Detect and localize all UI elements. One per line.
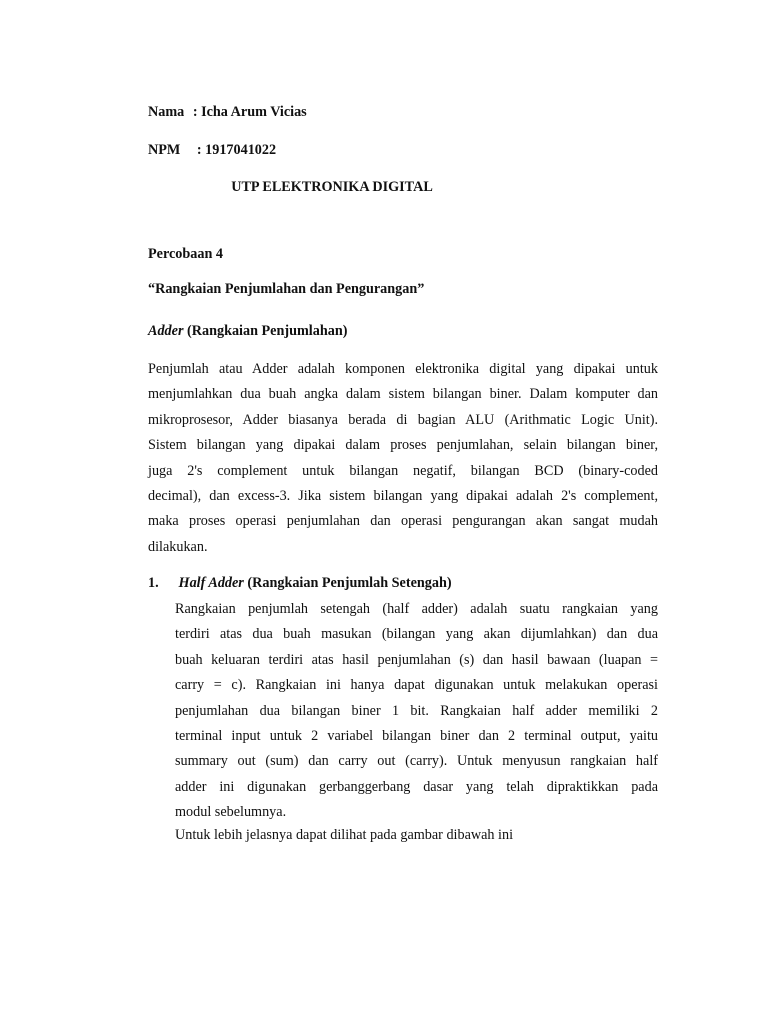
- list-term: Half Adder: [178, 575, 244, 591]
- list-subtitle: (Rangkaian Penjumlah Setengah): [247, 575, 452, 591]
- half-adder-line: carry = c). Rangkaian ini hanya dapat digunakan untuk melakukan operasi: [175, 677, 658, 694]
- npm-label: NPM: [148, 142, 181, 158]
- name-value: : Icha Arum Vicias: [192, 104, 307, 120]
- intro-line: juga 2's complement untuk bilangan negatif, bilangan BCD (binary-coded: [148, 462, 658, 479]
- half-adder-line: adder ini digunakan gerbanggerbang dasar yang telah dipraktikkan pada: [175, 778, 658, 795]
- intro-line: mikroprosesor, Adder biasanya berada di bagian ALU (Arithmatic Logic Unit).: [148, 411, 658, 428]
- half-adder-line: modul sebelumnya.: [175, 804, 287, 821]
- intro-line: Sistem bilangan yang dipakai dalam proses penjumlahan, selain bilangan biner,: [148, 437, 658, 454]
- half-adder-line: penjumlahan dua bilangan biner 1 bit. Rangkaian half adder memiliki 2: [175, 702, 658, 719]
- intro-line: decimal), dan excess-3. Jika sistem bilangan yang dipakai adalah 2's complement,: [148, 487, 658, 504]
- npm-row: [148, 141, 276, 159]
- intro-line: menjumlahkan dua buah angka dalam sistem bilangan biner. Dalam komputer dan: [148, 386, 658, 403]
- experiment-number: Percobaan 4: [148, 246, 224, 262]
- section-heading: [148, 322, 347, 340]
- half-adder-line: terdiri atas dua buah masukan (bilangan yang akan dijumlahkan) dan dua: [175, 626, 658, 643]
- section-subtitle: (Rangkaian Penjumlahan): [187, 323, 348, 339]
- list-number: 1.: [148, 575, 159, 591]
- half-adder-line: Rangkaian penjumlah setengah (half adder) adalah suatu rangkaian yang: [175, 601, 658, 617]
- half-adder-line: terminal input untuk 2 variabel bilangan biner dan 2 terminal output, yaitu: [175, 727, 658, 744]
- document-title: UTP ELEKTRONIKA DIGITAL: [231, 179, 433, 195]
- npm-value: : 1917041022: [196, 142, 277, 158]
- name-label: Nama: [148, 104, 185, 120]
- list-item-heading: [148, 574, 452, 592]
- intro-line: maka proses operasi penjumlahan dan operasi pengurangan akan sangat mudah: [148, 513, 658, 530]
- intro-line: dilakukan.: [148, 538, 208, 555]
- half-adder-paragraph: [175, 597, 658, 826]
- intro-paragraph: [148, 357, 658, 560]
- closing-line: Untuk lebih jelasnya dapat dilihat pada gambar dibawah ini: [175, 827, 514, 843]
- experiment-title: “Rangkaian Penjumlahan dan Pengurangan”: [148, 281, 425, 297]
- half-adder-line: buah keluaran terdiri atas hasil penjumlahan (s) dan hasil bawaan (luapan =: [175, 651, 658, 668]
- intro-line: Penjumlah atau Adder adalah komponen elektronika digital yang dipakai untuk: [148, 361, 658, 377]
- half-adder-line: summary out (sum) dan carry out (carry). Untuk menyusun rangkaian half: [175, 753, 658, 770]
- section-term: Adder: [148, 323, 184, 339]
- name-row: [148, 103, 307, 121]
